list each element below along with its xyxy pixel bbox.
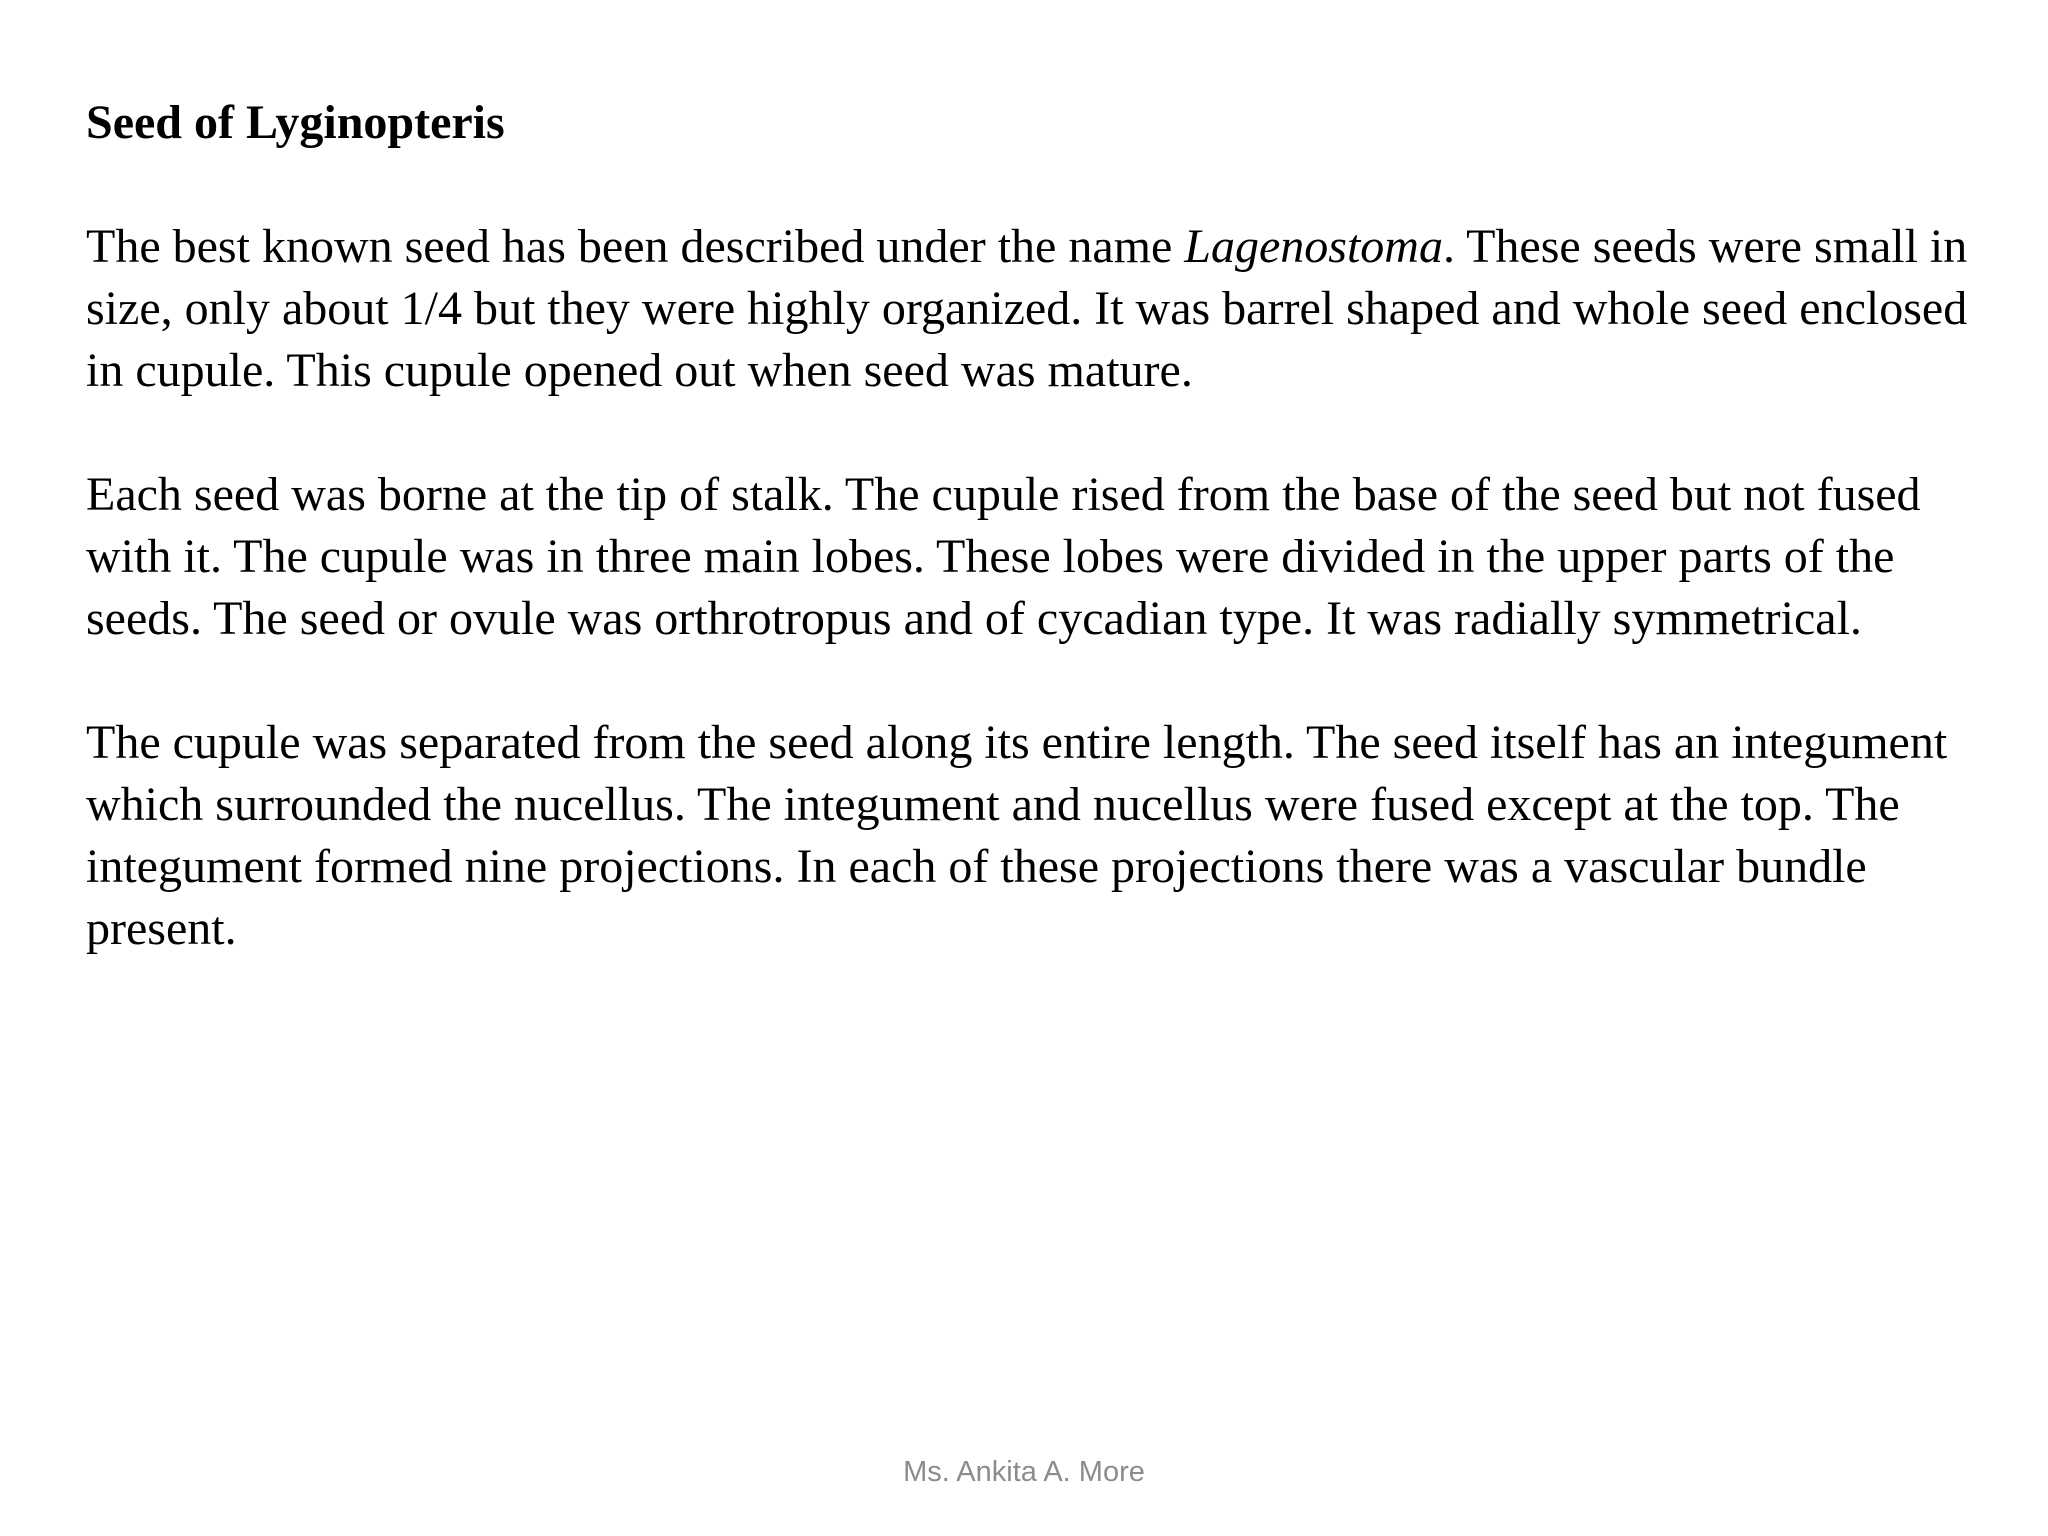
paragraph-1-italic-term: Lagenostoma xyxy=(1184,220,1443,273)
slide-footer: Ms. Ankita A. More xyxy=(903,1456,1145,1488)
paragraph-1 xyxy=(86,216,2016,402)
paragraph-2: Each seed was borne at the tip of stalk. The cupule rised from the base of the seed but not fused with it. The cupule was in three main lobes. These lobes were divided in the upper parts of the seeds. The seed or ovule was orthrotropus and of cycadian type. It was radially symmetrical. xyxy=(86,468,1921,645)
paragraph-1-text-start: The best known seed has been described under the name xyxy=(86,220,1185,273)
paragraph-1-text-end: . These seeds were small in size, only about 1/4 but they were highly organized. It was barrel shaped and whole seed enclosed in cupule. This cupule opened out when seed was mature. xyxy=(86,220,1968,397)
slide-content xyxy=(86,92,2016,960)
slide-title: Seed of Lyginopteris xyxy=(86,96,505,149)
paragraph-3: The cupule was separated from the seed along its entire length. The seed itself has an integument which surrounded the nucellus. The integument and nucellus were fused except at the top. The integument formed nine projections. In each of these projections there was a vascular bundle present. xyxy=(86,716,1948,955)
